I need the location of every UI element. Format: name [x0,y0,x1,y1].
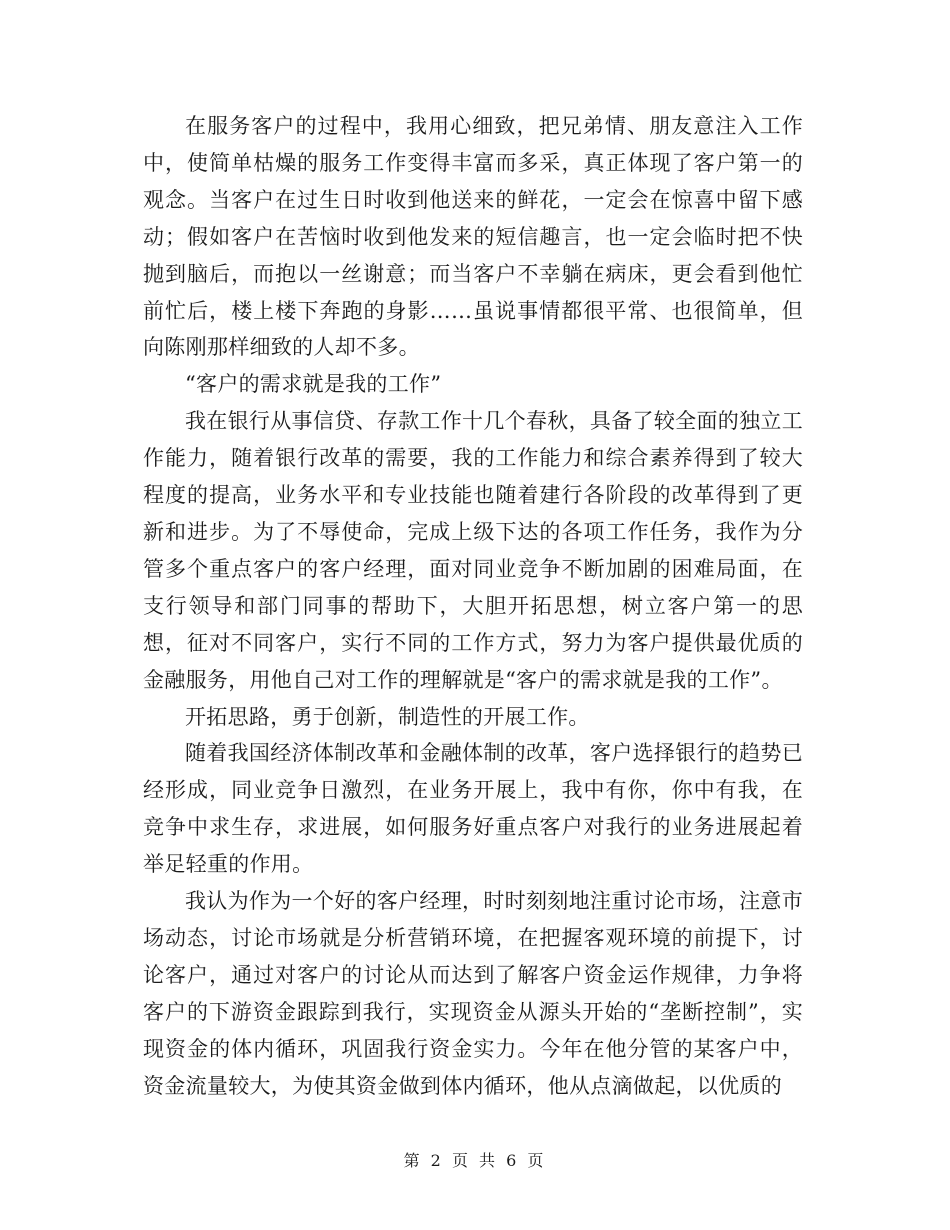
page-number-footer: 第 2 页 共 6 页 [403,1151,547,1170]
section-heading-customer-needs: “客户的需求就是我的工作” [185,372,442,397]
section-heading-innovation: 开拓思路，勇于创新，制造性的开展工作。 [185,704,590,729]
paragraph-work-experience: 我在银行从事信贷、存款工作十几个春秋，具备了较全面的独立工作能力，随着银行改革的需要，我的工作能力和综合素养得到了较大程度的提高，业务水平和专业技能也随着建行各阶段的改革得到了更新和进步。为了不辱使命，完成上级下达的各项工作任务，我作为分管多个重点客户的客户经理，面对同业竞争不断加剧的困难局面，在支行领导和部门同事的帮助下，大胆开拓思想，树立客户第一的思想，征对不同客户，实行不同的工作方式，努力为客户提供最优质的金融服务，用他自己对工作的理解就是“客户的需求就是我的工作”。 [143,409,803,692]
paragraph-market-research: 我认为作为一个好的客户经理，时时刻刻地注重讨论市场，注意市场动态，讨论市场就是分析营销环境，在把握客观环境的前提下，讨论客户，通过对客户的讨论从而达到了解客户资金运作规律，力争将客户的下游资金跟踪到我行，实现资金从源头开始的“垄断控制”，实现资金的体内循环，巩固我行资金实力。今年在他分管的某客户中，资金流量较大，为使其资金做到体内循环，他从点滴做起，以优质的 [143,889,803,1098]
paragraph-competition: 随着我国经济体制改革和金融体制的改革，客户选择银行的趋势已经形成，同业竞争日激烈，在业务开展上，我中有你，你中有我，在竞争中求生存，求进展，如何服务好重点客户对我行的业务进展起着举足轻重的作用。 [143,741,803,877]
document-body [143,108,803,1104]
paragraph-service: 在服务客户的过程中，我用心细致，把兄弟情、朋友意注入工作中，使简单枯燥的服务工作变得丰富而多采，真正体现了客户第一的观念。当客户在过生日时收到他送来的鲜花，一定会在惊喜中留下感动；假如客户在苦恼时收到他发来的短信趣言，也一定会临时把不快抛到脑后，而抱以一丝谢意；而当客户不幸躺在病床，更会看到他忙前忙后，楼上楼下奔跑的身影……虽说事情都很平常、也很简单，但向陈刚那样细致的人却不多。 [143,114,803,360]
